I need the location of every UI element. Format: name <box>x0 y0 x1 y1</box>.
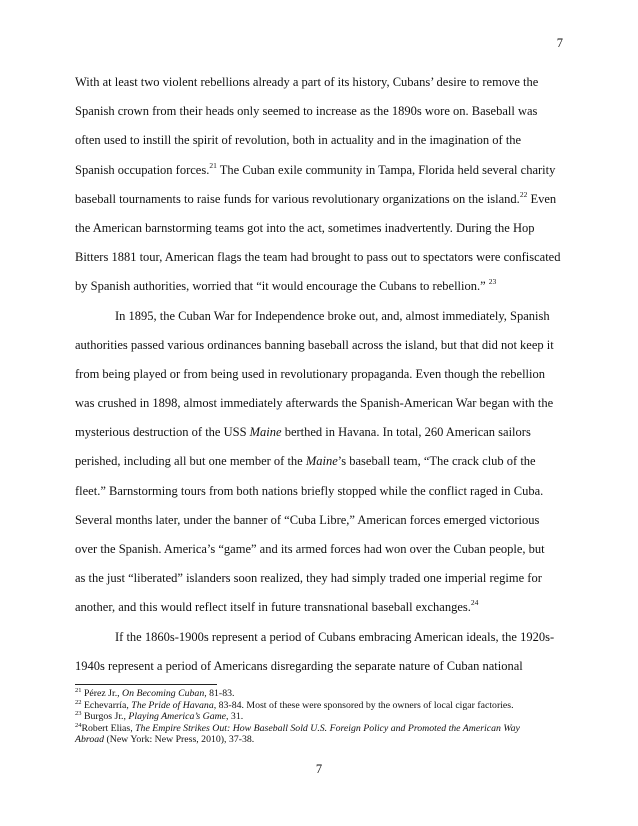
body-line: Spanish crown from their heads only seemed to increase as the 1890s wore on. Baseball was <box>75 104 538 119</box>
body-line: If the 1860s-1900s represent a period of Cubans embracing American ideals, the 1920s- <box>115 629 555 644</box>
body-line: Several months later, under the banner of “Cuba Libre,” American forces emerged victorious <box>75 512 540 527</box>
footnote: $^{23}$ Burgos Jr., Playing America’s Game, 31. <box>75 710 244 723</box>
footnote-number: 23 <box>75 710 82 718</box>
body-line: was crushed in 1898, almost immediately afterwards the Spanish-American War began with the <box>75 396 554 411</box>
body-line: the American barnstorming teams got into the act, sometimes inadvertently. During the Hop <box>75 220 535 235</box>
body-line: from being played or from being used in revolutionary propaganda. Even though the rebellion <box>75 366 546 381</box>
footnotes <box>75 688 567 746</box>
body-line: mysterious destruction of the USS Maine berthed in Havana. In total, 260 American sailors <box>75 425 531 440</box>
body-line: fleet.” Barnstorming tours from both nations briefly stopped while the conflict raged in Cuba. <box>75 483 544 498</box>
footnote-number: 21 <box>75 687 82 694</box>
footnote-divider <box>75 684 217 685</box>
footnote: $^{24}$Robert Elias, The Empire Strikes Out: How Baseball Sold U.S. Foreign Policy and Promoted the American Way <box>75 721 520 734</box>
body-line: Bitters 1881 tour, American flags the team had brought to pass out to spectators were confiscated <box>75 250 561 265</box>
body-line: baseball tournaments to raise funds for various revolutionary organizations on the island.$^{22}$ Even <box>75 189 557 206</box>
body-line: as the just “liberated” islanders soon realized, they had simply traded one imperial regime for <box>75 571 542 586</box>
body-line: by Spanish authorities, worried that “it would encourage the Cubans to rebellion.” $^{23}$ <box>75 277 497 294</box>
body-text <box>75 68 565 681</box>
body-line: over the Spanish. America’s “game” and its armed forces had won over the Cuban people, but <box>75 542 545 556</box>
body-line: often used to instill the spirit of revolution, both in actuality and in the imagination of the <box>75 133 522 148</box>
footnote: $^{21}$ Pérez Jr., On Becoming Cuban, 81-83. <box>75 687 235 699</box>
body-line: With at least two violent rebellions already a part of its history, Cubans’ desire to remove the <box>75 75 539 89</box>
body-line: perished, including all but one member of the Maine’s baseball team, “The crack club of the <box>75 454 536 469</box>
footnote-ref: 23 <box>488 277 497 287</box>
footnote-ref: 22 <box>519 189 528 199</box>
footer-page-number: 7 <box>315 762 323 776</box>
footnote-continuation: Abroad (New York: New Press, 2010), 37-38. <box>75 734 255 746</box>
body-line: 1940s represent a period of Americans disregarding the separate nature of Cuban national <box>75 658 523 673</box>
body-line: another, and this would reflect itself in future transnational baseball exchanges.$^{24}$ <box>75 598 479 615</box>
body-line: In 1895, the Cuban War for Independence broke out, and, almost immediately, Spanish <box>115 308 550 323</box>
header-page-number: 7 <box>556 36 563 50</box>
footnote: $^{22}$ Echevarría, The Pride of Havana, 83-84. Most of these were sponsored by the owners of local cigar factories. <box>75 698 514 711</box>
footnote-ref: 24 <box>470 598 479 608</box>
footnote-number: 22 <box>75 698 82 706</box>
footnote-ref: 21 <box>209 160 217 170</box>
body-line: authorities passed various ordinances banning baseball across the island, but that did not keep it <box>75 337 554 352</box>
body-line: Spanish occupation forces.$^{21}$ The Cuban exile community in Tampa, Florida held several charity <box>75 160 556 177</box>
footnote-number: 24 <box>75 721 82 729</box>
